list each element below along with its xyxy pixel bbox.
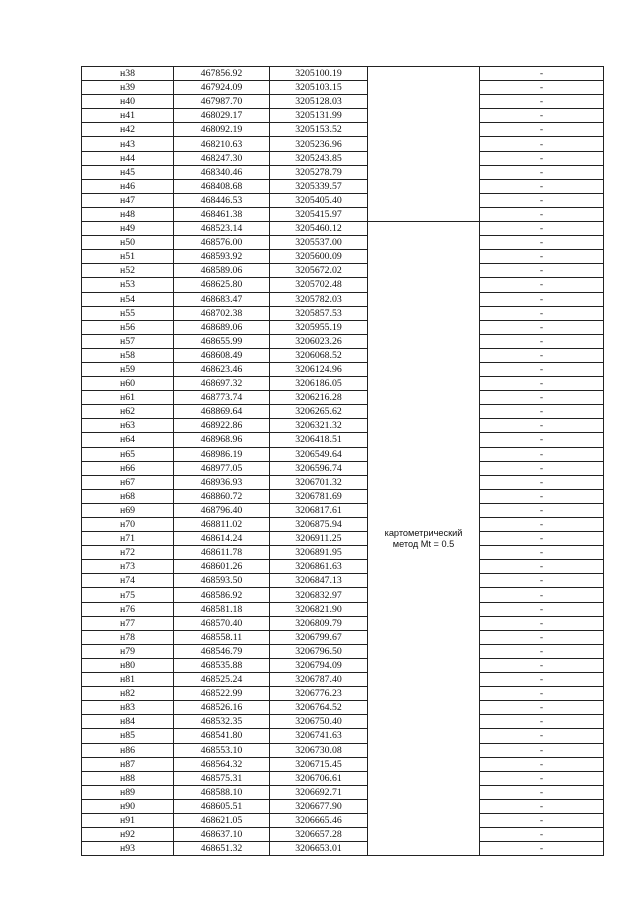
table-row [82,320,604,334]
x-coordinate-cell: 468689.06 [174,320,270,334]
x-coordinate-cell: 468570.40 [174,616,270,630]
point-name-cell: н73 [82,560,174,574]
y-coordinate-cell: 3205339.57 [270,179,368,193]
y-coordinate-cell: 3206068.52 [270,348,368,362]
table-row [82,546,604,560]
note-cell: - [480,419,604,433]
y-coordinate-cell: 3206799.67 [270,630,368,644]
y-coordinate-cell: 3206787.40 [270,673,368,687]
note-cell: - [480,799,604,813]
y-coordinate-cell: 3206750.40 [270,715,368,729]
y-coordinate-cell: 3205131.99 [270,109,368,123]
point-name-cell: н44 [82,151,174,165]
point-name-cell: н68 [82,489,174,503]
x-coordinate-cell: 468936.93 [174,475,270,489]
table-row [82,842,604,856]
point-name-cell: н40 [82,95,174,109]
note-cell: - [480,532,604,546]
y-coordinate-cell: 3205537.00 [270,236,368,250]
point-name-cell: н50 [82,236,174,250]
note-cell: - [480,757,604,771]
x-coordinate-cell: 468683.47 [174,292,270,306]
table-row [82,236,604,250]
x-coordinate-cell: 468558.11 [174,630,270,644]
note-cell: - [480,785,604,799]
point-name-cell: н84 [82,715,174,729]
point-name-cell: н77 [82,616,174,630]
x-coordinate-cell: 468608.49 [174,348,270,362]
y-coordinate-cell: 3205702.48 [270,278,368,292]
x-coordinate-cell: 468408.68 [174,179,270,193]
x-coordinate-cell: 468210.63 [174,137,270,151]
table-row [82,137,604,151]
note-cell: - [480,503,604,517]
table-row [82,644,604,658]
x-coordinate-cell: 468637.10 [174,828,270,842]
y-coordinate-cell: 3206665.46 [270,813,368,827]
note-cell: - [480,109,604,123]
point-name-cell: н90 [82,799,174,813]
y-coordinate-cell: 3206776.23 [270,687,368,701]
x-coordinate-cell: 468811.02 [174,518,270,532]
table-row [82,687,604,701]
x-coordinate-cell: 468773.74 [174,391,270,405]
x-coordinate-cell: 468621.05 [174,813,270,827]
point-name-cell: н86 [82,743,174,757]
table-row [82,757,604,771]
y-coordinate-cell: 3206321.32 [270,419,368,433]
y-coordinate-cell: 3206821.90 [270,602,368,616]
point-name-cell: н65 [82,447,174,461]
y-coordinate-cell: 3205782.03 [270,292,368,306]
y-coordinate-cell: 3206677.90 [270,799,368,813]
note-cell: - [480,602,604,616]
point-name-cell: н74 [82,574,174,588]
y-coordinate-cell: 3206764.52 [270,701,368,715]
y-coordinate-cell: 3206186.05 [270,377,368,391]
table-row [82,179,604,193]
point-name-cell: н66 [82,461,174,475]
point-name-cell: н76 [82,602,174,616]
note-cell: - [480,236,604,250]
y-coordinate-cell: 3205278.79 [270,165,368,179]
note-cell: - [480,250,604,264]
table-row [82,630,604,644]
y-coordinate-cell: 3206794.09 [270,658,368,672]
table-row [82,602,604,616]
note-cell: - [480,658,604,672]
x-coordinate-cell: 468623.46 [174,362,270,376]
point-name-cell: н41 [82,109,174,123]
x-coordinate-cell: 468576.00 [174,236,270,250]
x-coordinate-cell: 468588.10 [174,785,270,799]
x-coordinate-cell: 468525.24 [174,673,270,687]
table-row [82,461,604,475]
point-name-cell: н54 [82,292,174,306]
y-coordinate-cell: 3206706.61 [270,771,368,785]
x-coordinate-cell: 468611.78 [174,546,270,560]
note-cell: - [480,334,604,348]
note-cell: - [480,518,604,532]
point-name-cell: н89 [82,785,174,799]
table-row [82,222,604,236]
y-coordinate-cell: 3206847.13 [270,574,368,588]
table-row [82,391,604,405]
x-coordinate-cell: 468092.19 [174,123,270,137]
note-cell: - [480,151,604,165]
y-coordinate-cell: 3206216.28 [270,391,368,405]
table-row [82,81,604,95]
x-coordinate-cell: 468614.24 [174,532,270,546]
note-cell: - [480,461,604,475]
note-cell: - [480,771,604,785]
x-coordinate-cell: 468860.72 [174,489,270,503]
table-row [82,334,604,348]
y-coordinate-cell: 3205857.53 [270,306,368,320]
table-row [82,743,604,757]
table-row [82,306,604,320]
y-coordinate-cell: 3206692.71 [270,785,368,799]
point-name-cell: н53 [82,278,174,292]
note-cell: - [480,405,604,419]
y-coordinate-cell: 3205153.52 [270,123,368,137]
table-row [82,447,604,461]
note-cell: - [480,701,604,715]
point-name-cell: н64 [82,433,174,447]
x-coordinate-cell: 468625.80 [174,278,270,292]
point-name-cell: н39 [82,81,174,95]
note-cell: - [480,447,604,461]
x-coordinate-cell: 468697.32 [174,377,270,391]
x-coordinate-cell: 468605.51 [174,799,270,813]
y-coordinate-cell: 3206715.45 [270,757,368,771]
point-name-cell: н63 [82,419,174,433]
x-coordinate-cell: 468581.18 [174,602,270,616]
y-coordinate-cell: 3206741.63 [270,729,368,743]
point-name-cell: н60 [82,377,174,391]
note-cell: - [480,391,604,405]
point-name-cell: н79 [82,644,174,658]
table-row [82,828,604,842]
table-row [82,264,604,278]
x-coordinate-cell: 468593.92 [174,250,270,264]
x-coordinate-cell: 468986.19 [174,447,270,461]
table-row [82,673,604,687]
point-name-cell: н59 [82,362,174,376]
point-name-cell: н72 [82,546,174,560]
y-coordinate-cell: 3206657.28 [270,828,368,842]
y-coordinate-cell: 3205405.40 [270,193,368,207]
table-row [82,419,604,433]
point-name-cell: н49 [82,222,174,236]
x-coordinate-cell: 468869.64 [174,405,270,419]
note-cell: - [480,715,604,729]
note-cell: - [480,123,604,137]
table-row [82,574,604,588]
point-name-cell: н71 [82,532,174,546]
note-cell: - [480,179,604,193]
table-row [82,785,604,799]
point-name-cell: н42 [82,123,174,137]
y-coordinate-cell: 3206596.74 [270,461,368,475]
note-cell: - [480,222,604,236]
x-coordinate-cell: 468029.17 [174,109,270,123]
y-coordinate-cell: 3205955.19 [270,320,368,334]
note-cell: - [480,828,604,842]
note-cell: - [480,377,604,391]
point-name-cell: н91 [82,813,174,827]
point-name-cell: н46 [82,179,174,193]
x-coordinate-cell: 468702.38 [174,306,270,320]
table-row [82,729,604,743]
table-row [82,715,604,729]
x-coordinate-cell: 468446.53 [174,193,270,207]
note-cell: - [480,362,604,376]
method-cell-upper [368,67,480,222]
y-coordinate-cell: 3205128.03 [270,95,368,109]
y-coordinate-cell: 3205415.97 [270,207,368,221]
y-coordinate-cell: 3206418.51 [270,433,368,447]
x-coordinate-cell: 468575.31 [174,771,270,785]
y-coordinate-cell: 3206023.26 [270,334,368,348]
point-name-cell: н85 [82,729,174,743]
table-row [82,377,604,391]
note-cell: - [480,81,604,95]
y-coordinate-cell: 3206265.62 [270,405,368,419]
table-row [82,616,604,630]
point-name-cell: н67 [82,475,174,489]
table-row [82,207,604,221]
y-coordinate-cell: 3205460.12 [270,222,368,236]
note-cell: - [480,644,604,658]
x-coordinate-cell: 468651.32 [174,842,270,856]
point-name-cell: н45 [82,165,174,179]
x-coordinate-cell: 468553.10 [174,743,270,757]
y-coordinate-cell: 3205103.15 [270,81,368,95]
note-cell: - [480,207,604,221]
point-name-cell: н83 [82,701,174,715]
point-name-cell: н56 [82,320,174,334]
y-coordinate-cell: 3205600.09 [270,250,368,264]
point-name-cell: н57 [82,334,174,348]
point-name-cell: н62 [82,405,174,419]
point-name-cell: н70 [82,518,174,532]
method-cell [368,222,480,856]
point-name-cell: н48 [82,207,174,221]
note-cell: - [480,165,604,179]
x-coordinate-cell: 468535.88 [174,658,270,672]
y-coordinate-cell: 3206796.50 [270,644,368,658]
x-coordinate-cell: 468523.14 [174,222,270,236]
note-cell: - [480,489,604,503]
table-row [82,489,604,503]
x-coordinate-cell: 468589.06 [174,264,270,278]
table-row [82,109,604,123]
table-row [82,475,604,489]
table-row [82,362,604,376]
note-cell: - [480,630,604,644]
note-cell: - [480,588,604,602]
x-coordinate-cell: 468655.99 [174,334,270,348]
table-row [82,701,604,715]
y-coordinate-cell: 3206861.63 [270,560,368,574]
point-name-cell: н88 [82,771,174,785]
note-cell: - [480,813,604,827]
x-coordinate-cell: 467856.92 [174,67,270,81]
table-row [82,405,604,419]
point-name-cell: н52 [82,264,174,278]
y-coordinate-cell: 3206832.97 [270,588,368,602]
y-coordinate-cell: 3206124.96 [270,362,368,376]
point-name-cell: н75 [82,588,174,602]
note-cell: - [480,546,604,560]
note-cell: - [480,264,604,278]
point-name-cell: н58 [82,348,174,362]
point-name-cell: н47 [82,193,174,207]
y-coordinate-cell: 3205100.19 [270,67,368,81]
point-name-cell: н61 [82,391,174,405]
y-coordinate-cell: 3206817.61 [270,503,368,517]
note-cell: - [480,743,604,757]
x-coordinate-cell: 468977.05 [174,461,270,475]
table-row [82,771,604,785]
table-row [82,165,604,179]
note-cell: - [480,475,604,489]
table-row [82,518,604,532]
y-coordinate-cell: 3206809.79 [270,616,368,630]
y-coordinate-cell: 3206701.32 [270,475,368,489]
x-coordinate-cell: 468526.16 [174,701,270,715]
coordinates-table [81,66,604,856]
note-cell: - [480,320,604,334]
table-row [82,250,604,264]
y-coordinate-cell: 3206730.08 [270,743,368,757]
note-cell: - [480,616,604,630]
note-cell: - [480,560,604,574]
table-row [82,193,604,207]
note-cell: - [480,673,604,687]
note-cell: - [480,137,604,151]
table-row [82,433,604,447]
method-label-line2: метод Mt = 0.5 [392,538,455,549]
note-cell: - [480,95,604,109]
x-coordinate-cell: 467924.09 [174,81,270,95]
table-row [82,292,604,306]
x-coordinate-cell: 468546.79 [174,644,270,658]
x-coordinate-cell: 468247.30 [174,151,270,165]
x-coordinate-cell: 468564.32 [174,757,270,771]
table-row [82,67,604,81]
point-name-cell: н81 [82,673,174,687]
x-coordinate-cell: 468586.92 [174,588,270,602]
y-coordinate-cell: 3206653.01 [270,842,368,856]
note-cell: - [480,433,604,447]
point-name-cell: н38 [82,67,174,81]
point-name-cell: н87 [82,757,174,771]
note-cell: - [480,842,604,856]
point-name-cell: н80 [82,658,174,672]
note-cell: - [480,348,604,362]
y-coordinate-cell: 3205236.96 [270,137,368,151]
note-cell: - [480,574,604,588]
note-cell: - [480,292,604,306]
table-row [82,560,604,574]
note-cell: - [480,67,604,81]
point-name-cell: н43 [82,137,174,151]
x-coordinate-cell: 468968.96 [174,433,270,447]
table-row [82,95,604,109]
x-coordinate-cell: 468522.99 [174,687,270,701]
method-label-line1: картометрический [384,527,463,538]
point-name-cell: н78 [82,630,174,644]
note-cell: - [480,278,604,292]
x-coordinate-cell: 468922.86 [174,419,270,433]
note-cell: - [480,193,604,207]
table-row [82,658,604,672]
y-coordinate-cell: 3205243.85 [270,151,368,165]
table-row [82,799,604,813]
point-name-cell: н51 [82,250,174,264]
x-coordinate-cell: 468340.46 [174,165,270,179]
note-cell: - [480,306,604,320]
y-coordinate-cell: 3205672.02 [270,264,368,278]
table-row [82,151,604,165]
point-name-cell: н69 [82,503,174,517]
y-coordinate-cell: 3206911.25 [270,532,368,546]
note-cell: - [480,729,604,743]
y-coordinate-cell: 3206875.94 [270,518,368,532]
note-cell: - [480,687,604,701]
x-coordinate-cell: 468532.35 [174,715,270,729]
x-coordinate-cell: 468601.26 [174,560,270,574]
table-row [82,348,604,362]
x-coordinate-cell: 468461.38 [174,207,270,221]
table-row [82,503,604,517]
table-row [82,278,604,292]
table-row [82,588,604,602]
table-row [82,532,604,546]
table-row [82,123,604,137]
y-coordinate-cell: 3206891.95 [270,546,368,560]
point-name-cell: н92 [82,828,174,842]
x-coordinate-cell: 468796.40 [174,503,270,517]
x-coordinate-cell: 468541.80 [174,729,270,743]
point-name-cell: н55 [82,306,174,320]
y-coordinate-cell: 3206549.64 [270,447,368,461]
y-coordinate-cell: 3206781.69 [270,489,368,503]
x-coordinate-cell: 467987.70 [174,95,270,109]
point-name-cell: н82 [82,687,174,701]
coordinates-table-body [82,67,604,856]
x-coordinate-cell: 468593.50 [174,574,270,588]
table-row [82,813,604,827]
point-name-cell: н93 [82,842,174,856]
